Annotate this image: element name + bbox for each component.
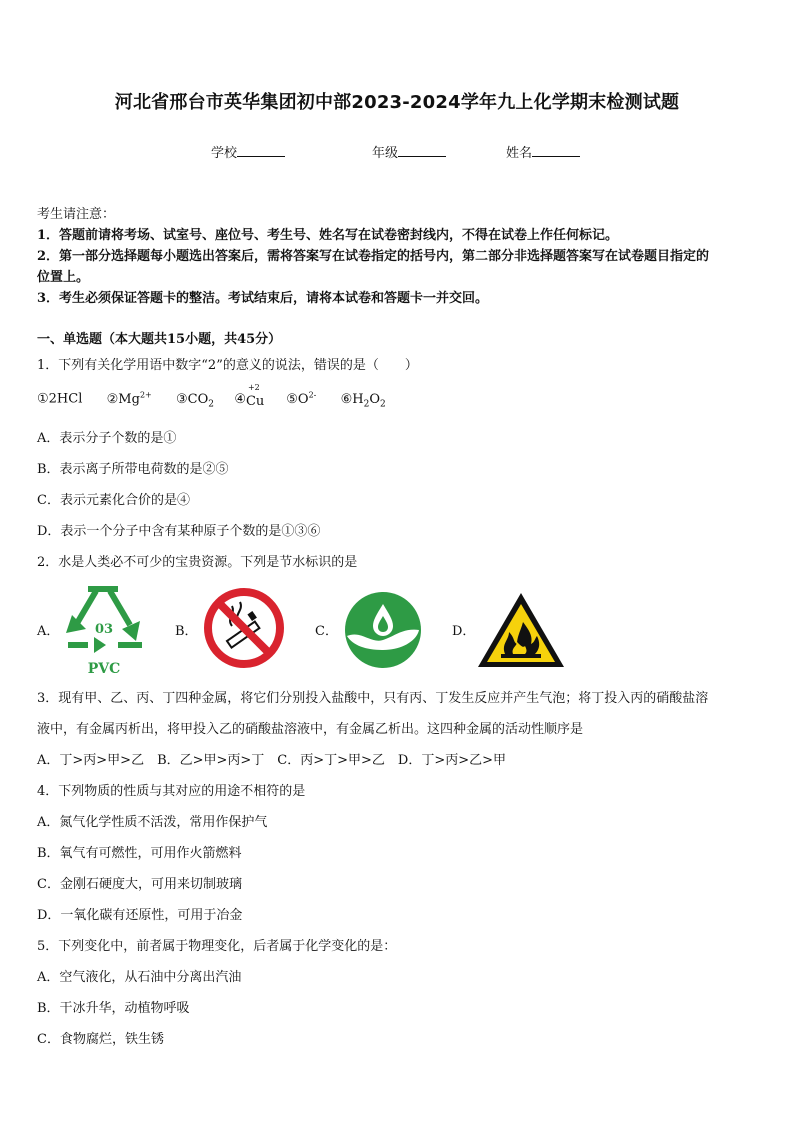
symbol-cu-valence: ④ +2 Cu bbox=[234, 383, 265, 409]
name-label: 姓名 bbox=[506, 146, 533, 161]
notice-item-2: 2．第一部分选择题每小题选出答案后，需将答案写在试卷指定的括号内，第二部分非选择题答案写在试卷题目指定的 bbox=[37, 249, 710, 264]
grade-field[interactable] bbox=[372, 142, 446, 161]
q5-stem: 5．下列变化中，前者属于物理变化，后者属于化学变化的是： bbox=[37, 939, 397, 954]
q5-option-c[interactable]: C．食物腐烂，铁生锈 bbox=[37, 1032, 164, 1047]
symbol-oxide-ion: $⑤O^{2-}$ bbox=[286, 390, 317, 407]
q1-stem: 1．下列有关化学用语中数字“2”的意义的说法，错误的是（ ） bbox=[37, 358, 418, 373]
grade-blank[interactable] bbox=[398, 144, 446, 157]
water-saving-icon[interactable] bbox=[343, 590, 423, 670]
q1-option-d[interactable]: D．表示一个分子中含有某种原子个数的是①③⑥ bbox=[37, 524, 321, 539]
section-heading: 一、单选题（本大题共15小题，共45分） bbox=[37, 332, 282, 347]
q1-option-a[interactable]: A．表示分子个数的是① bbox=[37, 431, 177, 446]
name-field[interactable] bbox=[506, 142, 580, 161]
q2-option-a-label[interactable]: A． bbox=[37, 624, 60, 639]
q4-option-b[interactable]: B．氧气有可燃性，可用作火箭燃料 bbox=[37, 846, 242, 861]
notice-item-2-cont: 位置上。 bbox=[37, 270, 90, 285]
q1-option-c[interactable]: C．表示元素化合价的是④ bbox=[37, 493, 190, 508]
recycle-icon[interactable] bbox=[58, 583, 150, 679]
school-field[interactable] bbox=[211, 142, 285, 161]
recycle-material: PVC bbox=[87, 661, 121, 677]
school-label: 学校 bbox=[211, 146, 238, 161]
q3-stem-line2: 液中，有金属丙析出，将甲投入乙的硝酸盐溶液中，有金属乙析出。这四种金属的活动性顺序是 bbox=[37, 722, 584, 737]
q1-symbols bbox=[37, 383, 386, 410]
q2-stem: 2．水是人类必不可少的宝贵资源。下列是节水标识的是 bbox=[37, 555, 358, 570]
q3-options[interactable]: A．丁>丙>甲>乙 B．乙>甲>丙>丁 C．丙>丁>甲>乙 D．丁>丙>乙>甲 bbox=[37, 753, 507, 768]
q2-option-c-label[interactable]: C． bbox=[315, 624, 338, 639]
page-title: 河北省邢台市英华集团初中部2023-2024学年九上化学期末检测试题 bbox=[114, 92, 680, 113]
school-blank[interactable] bbox=[237, 144, 285, 157]
symbol-2hcl: ①2HCl bbox=[37, 391, 83, 407]
q4-option-c[interactable]: C．金刚石硬度大，可用来切制玻璃 bbox=[37, 877, 242, 892]
notice-heading: 考生请注意： bbox=[37, 207, 116, 222]
flammable-warning-icon[interactable] bbox=[475, 590, 567, 670]
symbol-co2: $③CO_2$ bbox=[176, 391, 215, 410]
notice-item-3: 3．考生必须保证答题卡的整洁。考试结束后，请将本试卷和答题卡一并交回。 bbox=[37, 291, 489, 306]
q4-option-d[interactable]: D．一氧化碳有还原性，可用于冶金 bbox=[37, 908, 243, 923]
no-smoking-icon[interactable] bbox=[202, 586, 286, 670]
symbol-mg-ion: $②Mg^{2+}$ bbox=[106, 390, 152, 407]
recycle-code: 03 bbox=[94, 622, 114, 637]
grade-label: 年级 bbox=[372, 146, 399, 161]
q2-option-d-label[interactable]: D． bbox=[452, 624, 476, 639]
q2-option-b-label[interactable]: B． bbox=[175, 624, 198, 639]
symbol-h2o2: $⑥H_2O_2$ bbox=[340, 391, 386, 410]
q1-option-b[interactable]: B．表示离子所带电荷数的是②⑤ bbox=[37, 462, 229, 477]
q4-option-a[interactable]: A．氮气化学性质不活泼，常用作保护气 bbox=[37, 815, 268, 830]
q3-stem-line1: 3．现有甲、乙、丙、丁四种金属，将它们分别投入盐酸中，只有丙、丁发生反应并产生气泡；将丁投入丙的硝酸盐溶 bbox=[37, 691, 709, 706]
name-blank[interactable] bbox=[532, 144, 580, 157]
q5-option-b[interactable]: B．干冰升华，动植物呼吸 bbox=[37, 1001, 190, 1016]
q4-stem: 4．下列物质的性质与其对应的用途不相符的是 bbox=[37, 784, 306, 799]
notice-item-1: 1．答题前请将考场、试室号、座位号、考生号、姓名写在试卷密封线内，不得在试卷上作任何标记。 bbox=[37, 228, 619, 243]
q5-option-a[interactable]: A．空气液化，从石油中分离出汽油 bbox=[37, 970, 242, 985]
